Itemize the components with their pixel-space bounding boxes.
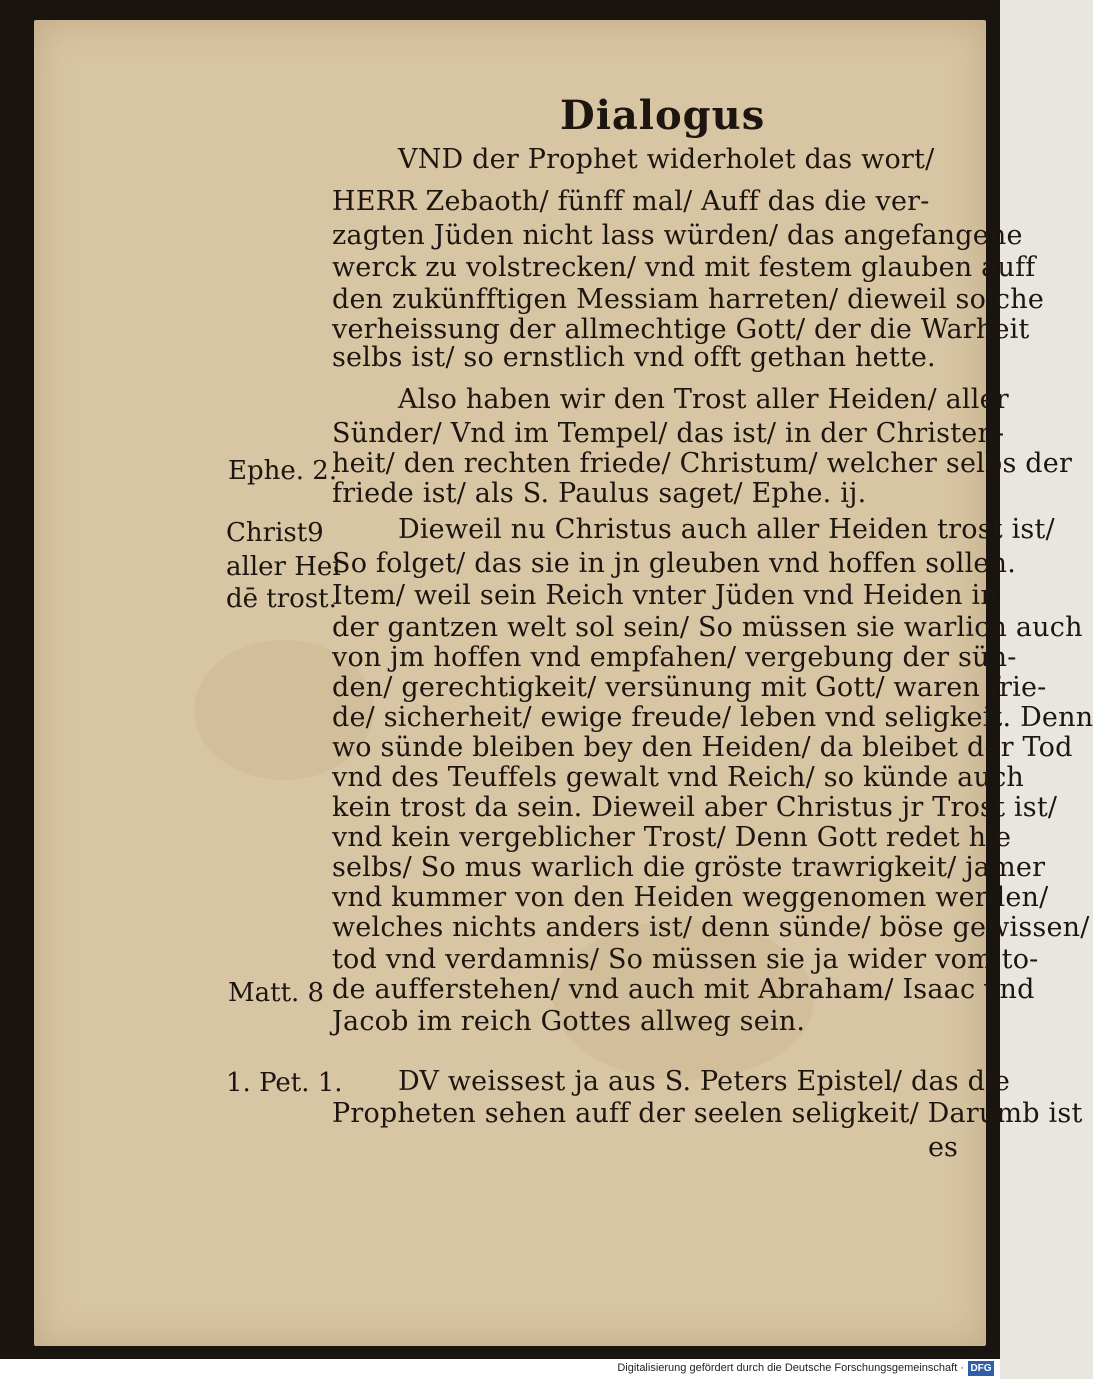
margin-note: Christ9 <box>226 518 324 548</box>
text-line: der gantzen welt sol sein/ So müssen sie warlich auch <box>332 612 1083 643</box>
text-line: verheissung der allmechtige Gott/ der die Warheit <box>332 314 1030 345</box>
text-line: DV weissest ja aus S. Peters Epistel/ das die <box>398 1066 1011 1097</box>
text-line: den zukünfftigen Messiam harreten/ dieweil solche <box>332 284 1044 315</box>
margin-note: 1. Pet. 1. <box>226 1068 343 1098</box>
text-line: kein trost da sein. Dieweil aber Christus jr Trost ist/ <box>332 792 1058 823</box>
text-line: von jm hoffen vnd empfahen/ vergebung der sün- <box>332 642 1017 673</box>
text-line: friede ist/ als S. Paulus saget/ Ephe. ij. <box>332 478 867 509</box>
dfg-logo: DFG <box>968 1361 994 1376</box>
text-line: welches nichts anders ist/ denn sünde/ böse gewissen/ <box>332 912 1090 943</box>
text-line: heit/ den rechten friede/ Christum/ welcher selbs der <box>332 448 1073 479</box>
text-line: selbs/ So mus warlich die gröste trawrigkeit/ jamer <box>332 852 1046 883</box>
margin-note: Ephe. 2. <box>228 456 338 486</box>
text-line: zagten Jüden nicht lass würden/ das angefangene <box>332 220 1023 251</box>
text-line: wo sünde bleiben bey den Heiden/ da bleibet der Tod <box>332 732 1073 763</box>
running-header: Dialogus <box>560 92 766 139</box>
text-line: vnd kein vergeblicher Trost/ Denn Gott redet hie <box>332 822 1012 853</box>
text-line: vnd des Teuffels gewalt vnd Reich/ so künde auch <box>332 762 1024 793</box>
catchword: es <box>928 1132 958 1163</box>
text-line: tod vnd verdamnis/ So müssen sie ja wider vom to- <box>332 944 1039 975</box>
text-line: vnd kummer von den Heiden weggenomen werden/ <box>332 882 1049 913</box>
text-line: Sünder/ Vnd im Tempel/ das ist/ in der Christen- <box>332 418 1005 449</box>
text-line: de aufferstehen/ vnd auch mit Abraham/ Isaac vnd <box>332 974 1035 1005</box>
text-line: Propheten sehen auff der seelen seligkeit/ Darumb ist <box>332 1098 1083 1129</box>
text-line: So folget/ das sie in jn gleuben vnd hoffen sollen. <box>332 548 1016 579</box>
text-line: Also haben wir den Trost aller Heiden/ aller <box>398 384 1009 415</box>
digitization-credit: Digitalisierung gefördert durch die Deutsche Forschungsgemeinschaft · <box>617 1362 964 1374</box>
text-line: Dieweil nu Christus auch aller Heiden trost ist/ <box>398 514 1055 545</box>
text-line: HERR Zebaoth/ fünff mal/ Auff das die ver- <box>332 186 930 217</box>
text-line: Item/ weil sein Reich vnter Jüden vnd Heiden in <box>332 580 998 611</box>
text-line: den/ gerechtigkeit/ versünung mit Gott/ waren frie- <box>332 672 1047 703</box>
text-line: Jacob im reich Gottes allweg sein. <box>332 1006 806 1037</box>
margin-note: aller Hei <box>226 552 341 582</box>
text-line: de/ sicherheit/ ewige freude/ leben vnd seligkeit. Denn <box>332 702 1093 733</box>
text-line: VND der Prophet widerholet das wort/ <box>398 144 935 175</box>
margin-note: dē trost. <box>226 584 337 614</box>
text-line: selbs ist/ so ernstlich vnd offt gethan hette. <box>332 342 936 373</box>
text-line: werck zu volstrecken/ vnd mit festem glauben auff <box>332 252 1036 283</box>
margin-note: Matt. 8 <box>228 978 325 1008</box>
